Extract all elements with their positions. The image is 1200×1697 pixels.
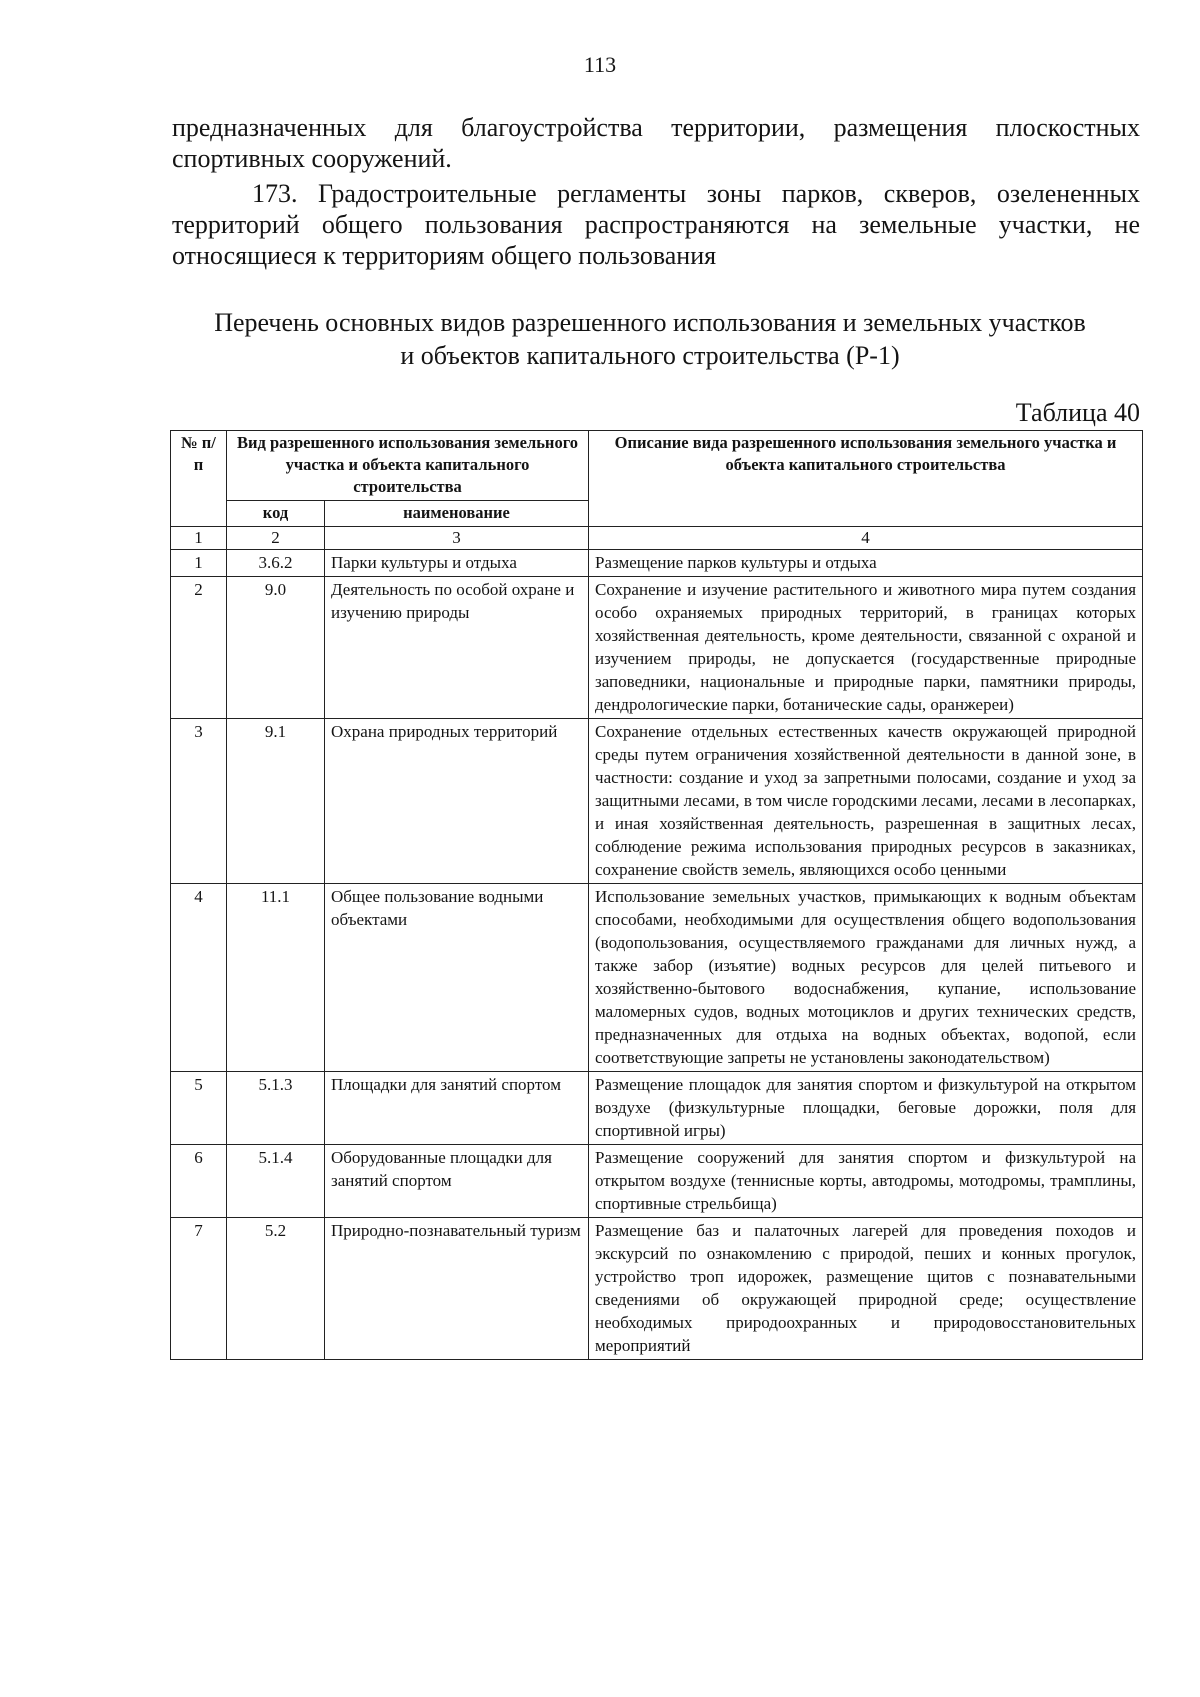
table-row bbox=[171, 550, 1143, 577]
header-kind: Вид разрешенного использования земельного участка и объекта капитального строительства bbox=[227, 431, 589, 501]
table-row bbox=[171, 884, 1143, 1072]
table-label: Таблица 40 bbox=[1015, 398, 1140, 427]
column-number: 1 bbox=[171, 527, 227, 550]
row-code: 3.6.2 bbox=[227, 550, 325, 577]
row-no: 7 bbox=[171, 1218, 227, 1360]
row-code: 5.1.3 bbox=[227, 1072, 325, 1145]
row-name: Общее пользование водными объектами bbox=[325, 884, 589, 1072]
row-description: Размещение баз и палаточных лагерей для проведения походов и экскурсий по ознакомлению с природой, пеших и конных прогулок, устройство троп идорожек, размещение щитов с познавательными сведениями об окружающей природной среде; осуществление необходимых природоохранных и природовосстановительных мероприятий bbox=[589, 1218, 1143, 1360]
column-number: 2 bbox=[227, 527, 325, 550]
row-no: 3 bbox=[171, 719, 227, 884]
row-code: 9.1 bbox=[227, 719, 325, 884]
row-name: Природно-познавательный туризм bbox=[325, 1218, 589, 1360]
row-code: 5.2 bbox=[227, 1218, 325, 1360]
header-code: код bbox=[227, 501, 325, 527]
paragraph-continuation: предназначенных для благоустройства территории, размещения плоскостных спортивных сооружений. bbox=[172, 113, 1140, 173]
header-description: Описание вида разрешенного использования земельного участка и объекта капитального строительства bbox=[589, 431, 1143, 527]
table-heading-line1: Перечень основных видов разрешенного использования и земельных участков bbox=[214, 308, 1086, 337]
header-name: наименование bbox=[325, 501, 589, 527]
table-heading bbox=[160, 306, 1140, 372]
page-number: 113 bbox=[583, 52, 617, 77]
row-code: 11.1 bbox=[227, 884, 325, 1072]
row-description: Сохранение отдельных естественных качеств окружающей природной среды путем ограничения хозяйственной деятельности в данной зоне, в частности: создание и уход за запретными полосами, создание и уход за защитными лесами, в том числе городскими лесами, лесами в лесопарках, и иная хозяйственная деятельность, разрешенная в защитных лесах, соблюдение режима использования природных ресурсов в заказниках, сохранение свойств земель, являющихся особо ценными bbox=[589, 719, 1143, 884]
row-name: Площадки для занятий спортом bbox=[325, 1072, 589, 1145]
header-no: № п/п bbox=[171, 431, 227, 527]
table-header-row bbox=[171, 431, 1143, 501]
row-description: Размещение парков культуры и отдыха bbox=[589, 550, 1143, 577]
table-row bbox=[171, 1072, 1143, 1145]
row-no: 5 bbox=[171, 1072, 227, 1145]
column-number: 4 bbox=[589, 527, 1143, 550]
row-name: Оборудованные площадки для занятий спортом bbox=[325, 1145, 589, 1218]
table-row bbox=[171, 719, 1143, 884]
paragraph-173: 173. Градостроительные регламенты зоны парков, скверов, озелененных территорий общего пользования распространяются на земельные участки, не относящиеся к территориям общего пользования bbox=[172, 179, 1140, 270]
row-description: Использование земельных участков, примыкающих к водным объектам способами, необходимыми для осуществления общего водопользования (водопользования, осуществляемого гражданами для личных нужд, а также забор (изъятие) водных ресурсов для целей питьевого и хозяйственно-бытового водоснабжения, купание, использование маломерных судов, водных мотоциклов и других технических средств, предназначенных для отдыха на водных объектах, водопой, если соответствующие запреты не установлены законодательством) bbox=[589, 884, 1143, 1072]
table-heading-line2: и объектов капитального строительства (Р-1) bbox=[400, 341, 900, 370]
table-row bbox=[171, 577, 1143, 719]
row-name: Парки культуры и отдыха bbox=[325, 550, 589, 577]
row-code: 5.1.4 bbox=[227, 1145, 325, 1218]
row-name: Охрана природных территорий bbox=[325, 719, 589, 884]
table-row bbox=[171, 1145, 1143, 1218]
row-code: 9.0 bbox=[227, 577, 325, 719]
body-text bbox=[172, 112, 1140, 271]
row-no: 1 bbox=[171, 550, 227, 577]
column-number: 3 bbox=[325, 527, 589, 550]
row-description: Размещение площадок для занятия спортом и физкультурой на открытом воздухе (физкультурные площадки, беговые дорожки, поля для спортивной игры) bbox=[589, 1072, 1143, 1145]
table-numbering-row bbox=[171, 527, 1143, 550]
row-no: 6 bbox=[171, 1145, 227, 1218]
row-no: 4 bbox=[171, 884, 227, 1072]
land-use-table bbox=[170, 430, 1143, 1360]
table-row bbox=[171, 1218, 1143, 1360]
row-name: Деятельность по особой охране и изучению природы bbox=[325, 577, 589, 719]
row-no: 2 bbox=[171, 577, 227, 719]
row-description: Сохранение и изучение растительного и животного мира путем создания особо охраняемых природных территорий, в границах которых хозяйственная деятельность, кроме деятельности, связанной с охраной и изучением природы, не допускается (государственные природные заповедники, национальные и природные парки, памятники природы, дендрологические парки, ботанические сады, оранжереи) bbox=[589, 577, 1143, 719]
row-description: Размещение сооружений для занятия спортом и физкультурой на открытом воздухе (теннисные корты, автодромы, мотодромы, трамплины, спортивные стрельбища) bbox=[589, 1145, 1143, 1218]
